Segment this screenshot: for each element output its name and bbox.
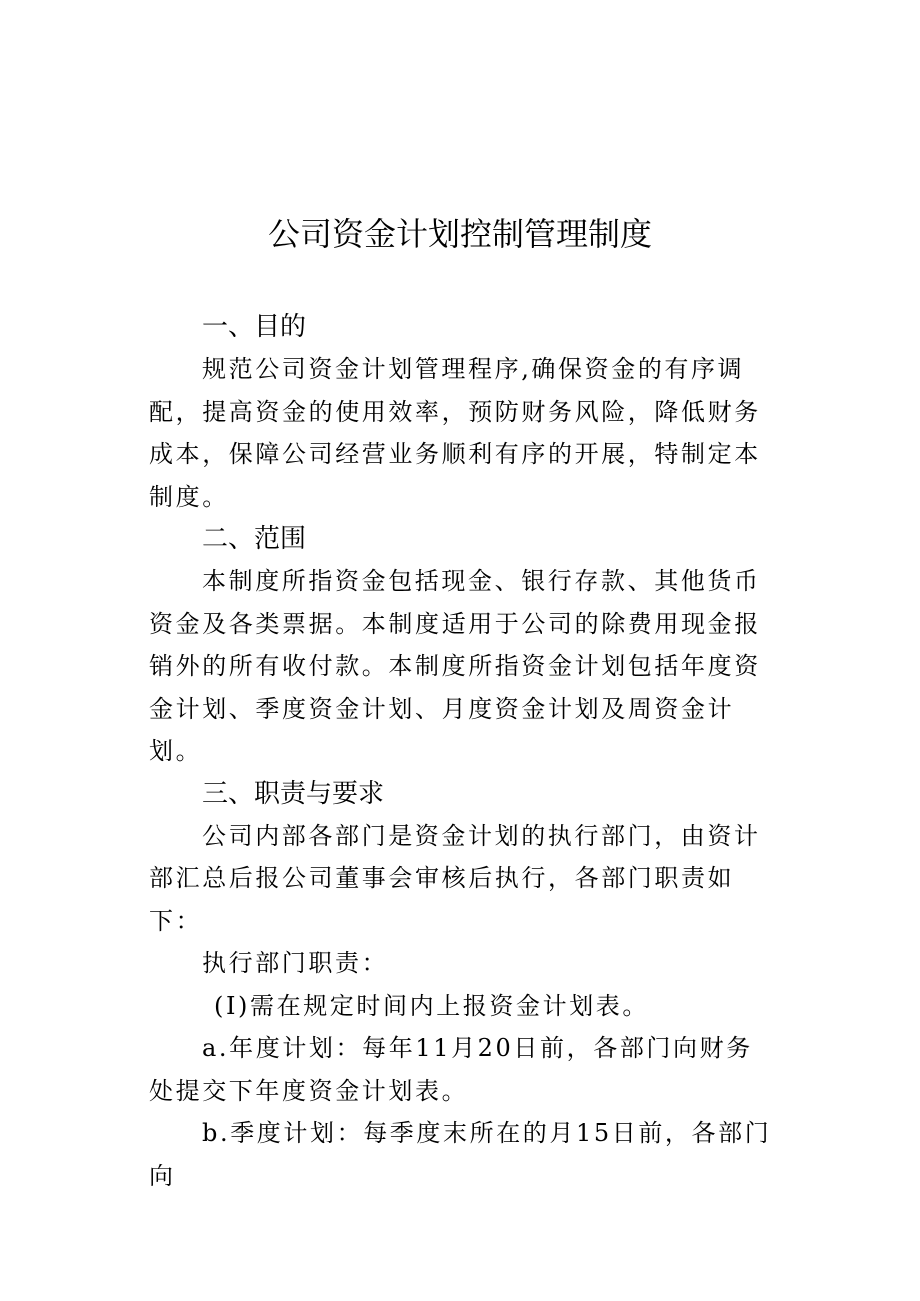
- document-title: 公司资金计划控制管理制度: [267, 215, 652, 253]
- document-body: [149, 306, 777, 1197]
- paragraph-scope: 本制度所指资金包括现金、银行存款、其他货币资金及各类票据。本制度适用于公司的除费用现金报销外的所有收付款。本制度所指资金计划包括年度资金计划、季度资金计划、月度资金计划及周资金计划。: [149, 567, 761, 765]
- section-heading-scope: 二、范围: [202, 524, 307, 554]
- paragraph-item-1: (I)需在规定时间内上报资金计划表。: [214, 991, 650, 1020]
- paragraph-responsibilities-intro: 公司内部各部门是资金计划的执行部门，由资计部汇总后报公司董事会审核后执行，各部门职责如下：: [149, 821, 761, 935]
- paragraph-annual-plan: a.年度计划：每年11月20日前，各部门向财务处提交下年度资金计划表。: [149, 1034, 753, 1105]
- paragraph-purpose: 规范公司资金计划管理程序,确保资金的有序调配，提高资金的使用效率，预防财务风险，降低财务成本，保障公司经营业务顺利有序的开展，特制定本制度。: [149, 355, 761, 511]
- section-heading-purpose: 一、目的: [202, 312, 307, 342]
- paragraph-quarterly-plan: b.季度计划：每季度末所在的月15日前，各部门向: [149, 1119, 772, 1190]
- paragraph-executing-dept-duties: 执行部门职责：: [202, 949, 389, 977]
- section-heading-responsibilities: 三、职责与要求: [202, 778, 385, 809]
